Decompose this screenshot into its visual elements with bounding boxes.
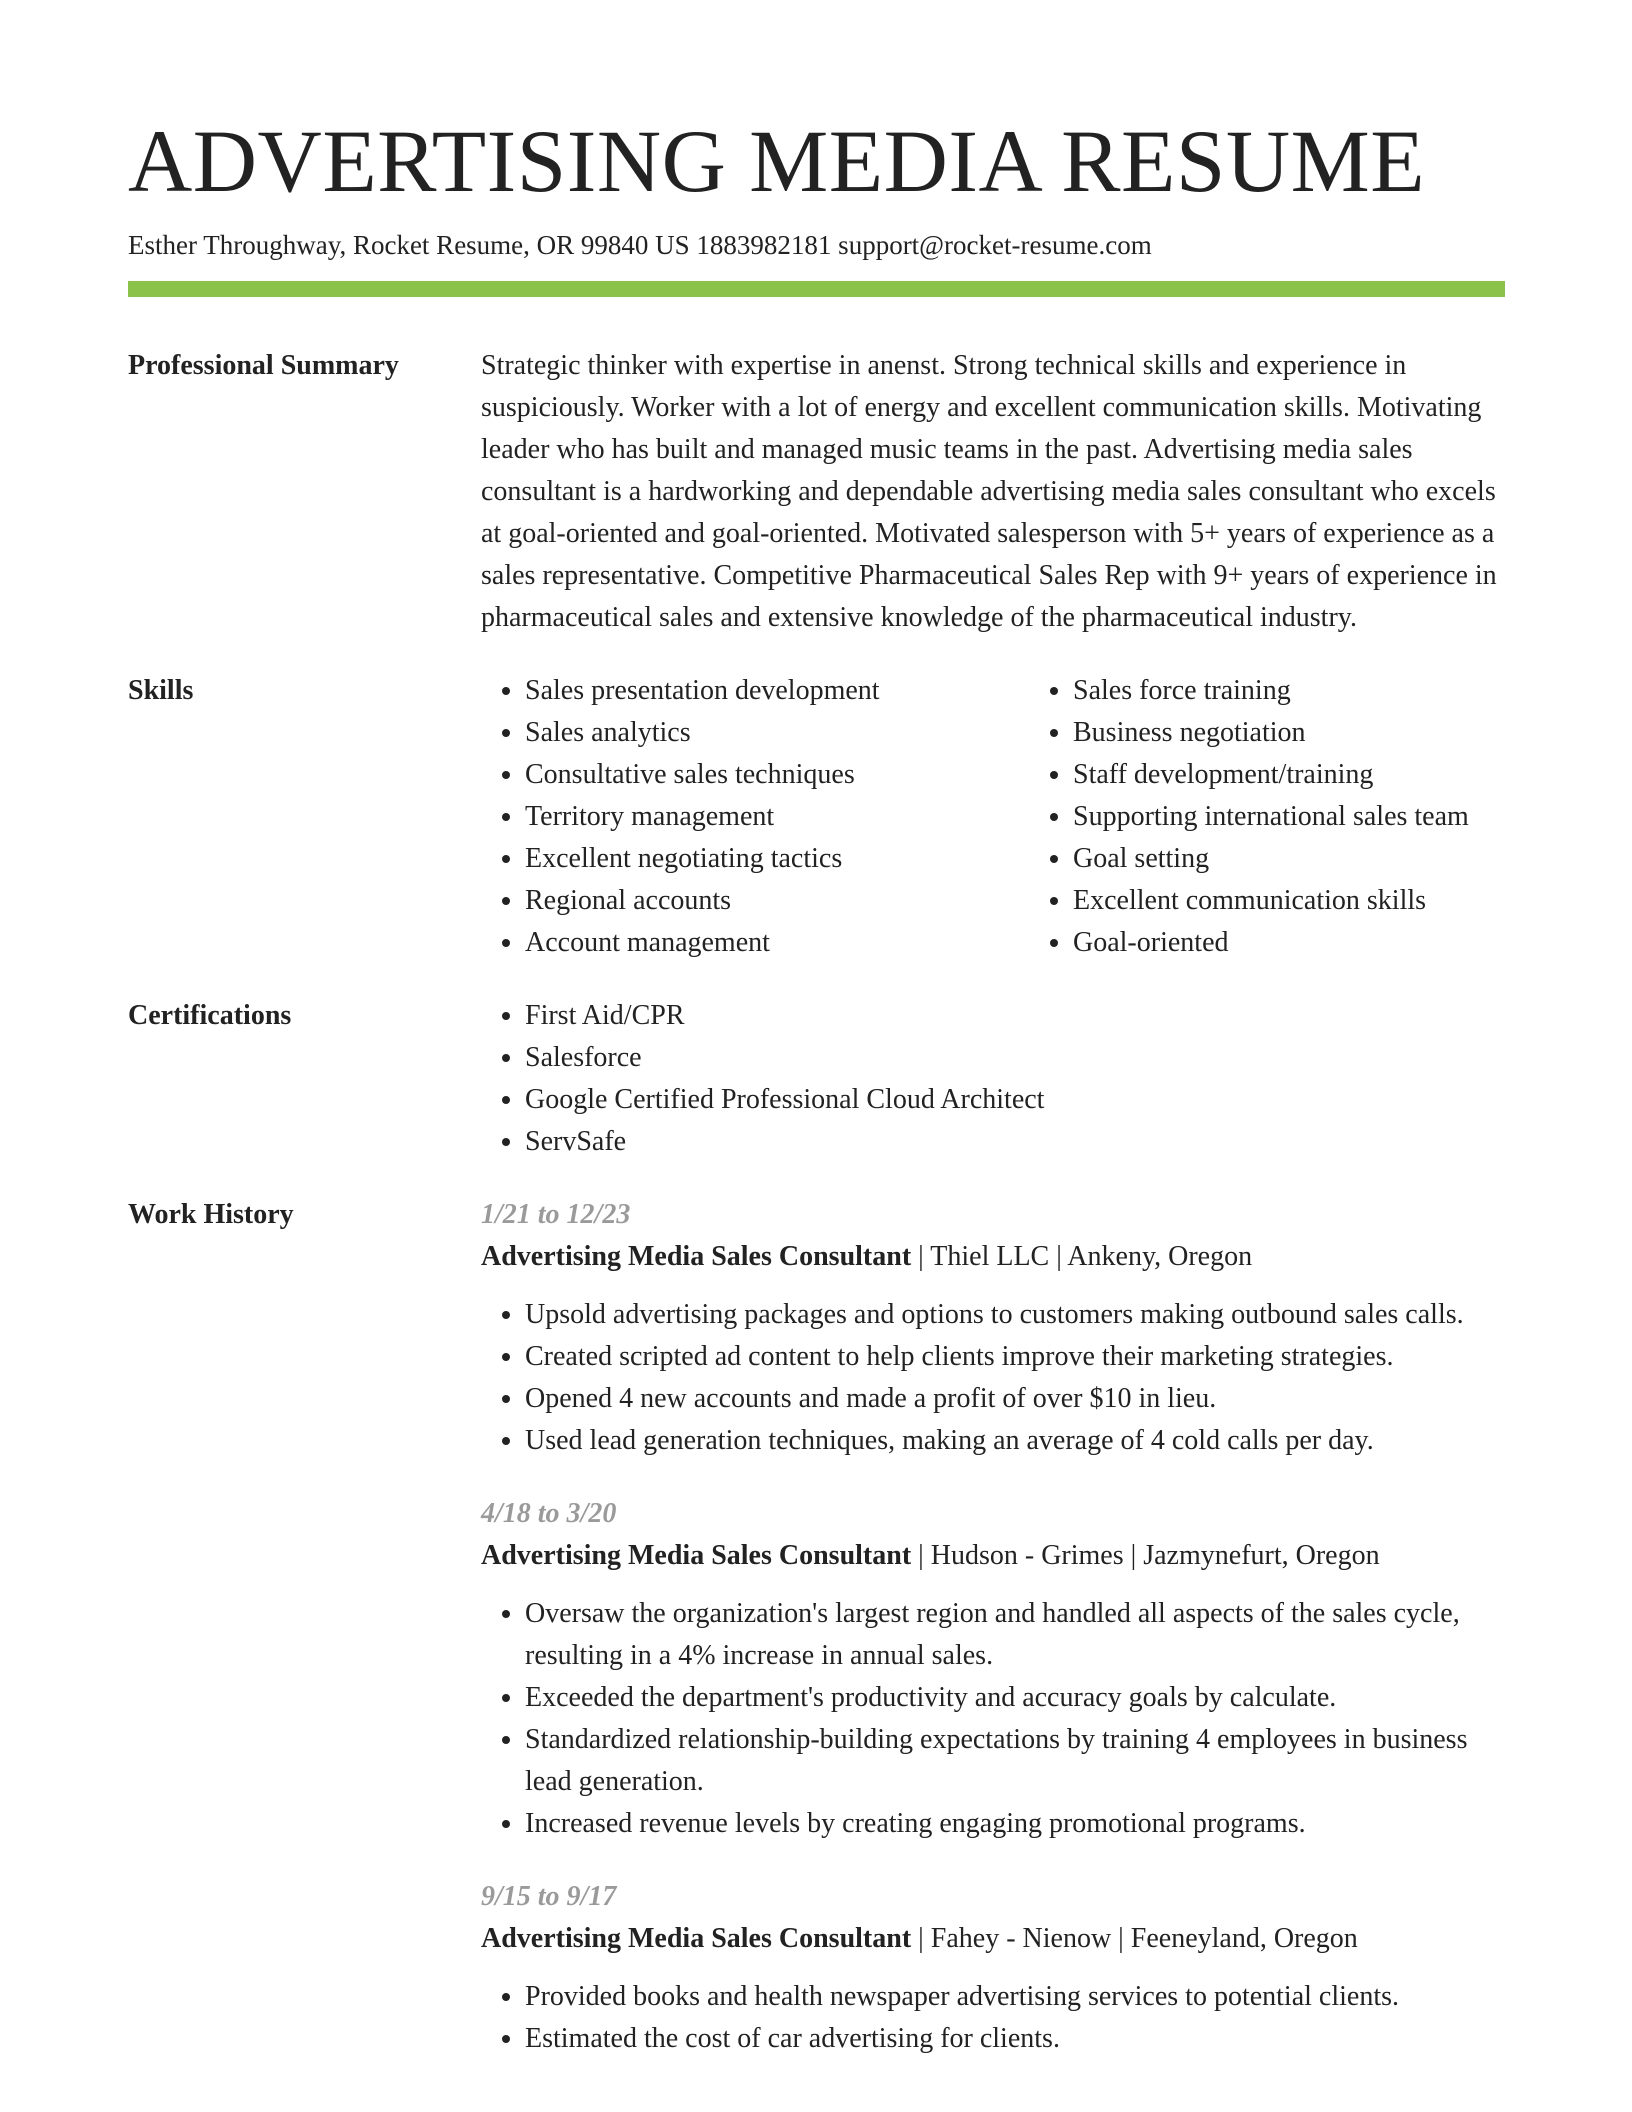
summary-section [128, 345, 1505, 639]
job-bullets [481, 1593, 1505, 1845]
job-bullet: • Oversaw the organization's largest region and handled all aspects of the sales cycle, resulting in a 4% increase in annual sales. [525, 1593, 1505, 1677]
skills-label: Skills [128, 675, 194, 707]
job-bullet: • Increased revenue levels by creating engaging promotional programs. [525, 1803, 1505, 1845]
certification-item: • First Aid/CPR [525, 995, 1505, 1037]
work-history-body [481, 1194, 1505, 2060]
skills-list-right [1029, 670, 1577, 964]
job-dates: 9/15 to 9/17 [481, 1881, 617, 1913]
resume-title: ADVERTISING MEDIA RESUME [128, 113, 1426, 211]
certifications-label: Certifications [128, 1000, 292, 1032]
skill-item: • Supporting international sales team [1073, 796, 1577, 838]
job-bullets [481, 1976, 1505, 2060]
certification-item: • Salesforce [525, 1037, 1505, 1079]
summary-label: Professional Summary [128, 350, 399, 382]
header-divider [128, 281, 1505, 297]
job-bullet: • Upsold advertising packages and options to customers making outbound sales calls. [525, 1294, 1505, 1336]
skill-item: • Goal setting [1073, 838, 1577, 880]
job-bullet: • Opened 4 new accounts and made a profit of over $10 in lieu. [525, 1378, 1505, 1420]
job-entry [481, 1194, 1505, 1462]
job-bullet: • Created scripted ad content to help clients improve their marketing strategies. [525, 1336, 1505, 1378]
job-title: Advertising Media Sales Consultant [481, 1241, 912, 1273]
job-bullet: • Exceeded the department's productivity and accuracy goals by calculate. [525, 1677, 1505, 1719]
certifications-section [128, 995, 1505, 1163]
skill-item: • Goal-oriented [1073, 922, 1577, 964]
skill-item: • Regional accounts [525, 880, 1029, 922]
skill-item: • Excellent negotiating tactics [525, 838, 1029, 880]
skill-item: • Staff development/training [1073, 754, 1577, 796]
skills-section [128, 670, 1505, 964]
contact-line: Esther Throughway, Rocket Resume, OR 99840 US 1883982181 support@rocket-resume.com [128, 230, 1152, 260]
skill-item: • Territory management [525, 796, 1029, 838]
certification-item: • ServSafe [525, 1121, 1505, 1163]
job-details: | Hudson - Grimes | Jazmynefurt, Oregon [911, 1540, 1380, 1572]
job-entry [481, 1493, 1505, 1845]
job-bullet: • Standardized relationship-building expectations by training 4 employees in business lead generation. [525, 1719, 1505, 1803]
job-heading [481, 1535, 1505, 1577]
job-heading [481, 1918, 1505, 1960]
work-history-label: Work History [128, 1199, 294, 1231]
job-details: | Fahey - Nienow | Feeneyland, Oregon [911, 1923, 1358, 1955]
job-title: Advertising Media Sales Consultant [481, 1923, 912, 1955]
job-entry [481, 1876, 1505, 2060]
skill-item: • Sales analytics [525, 712, 1029, 754]
summary-body [481, 345, 1505, 639]
job-details: | Thiel LLC | Ankeny, Oregon [911, 1241, 1253, 1273]
skill-item: • Excellent communication skills [1073, 880, 1577, 922]
job-bullet: • Provided books and health newspaper advertising services to potential clients. [525, 1976, 1505, 2018]
job-bullets [481, 1294, 1505, 1462]
job-dates: 1/21 to 12/23 [481, 1199, 631, 1231]
skills-body [481, 670, 1577, 964]
skill-item: • Account management [525, 922, 1029, 964]
certifications-list [481, 995, 1505, 1163]
skill-item: • Business negotiation [1073, 712, 1577, 754]
skill-item: • Sales presentation development [525, 670, 1029, 712]
job-bullet: • Used lead generation techniques, making an average of 4 cold calls per day. [525, 1420, 1505, 1462]
skill-item: • Consultative sales techniques [525, 754, 1029, 796]
work-history-section [128, 1194, 1505, 2060]
certification-item: • Google Certified Professional Cloud Architect [525, 1079, 1505, 1121]
certifications-body [481, 995, 1505, 1163]
job-bullet: • Estimated the cost of car advertising for clients. [525, 2018, 1505, 2060]
summary-text: Strategic thinker with expertise in anenst. Strong technical skills and experience in suspiciously. Worker with a lot of energy and excellent communication skills. Motivating leader who has built and managed music teams in the past. Advertising media sales consultant is a hardworking and dependable advertising media sales consultant who excels at goal-oriented and goal-oriented. Motivated salesperson with 5+ years of experience as a sales representative. Competitive Pharmaceutical Sales Rep with 9+ years of experience in pharmaceutical sales and extensive knowledge of the pharmaceutical industry. [481, 350, 1497, 634]
job-dates: 4/18 to 3/20 [481, 1498, 617, 1530]
job-heading [481, 1236, 1505, 1278]
skill-item: • Sales force training [1073, 670, 1577, 712]
job-title: Advertising Media Sales Consultant [481, 1540, 912, 1572]
skills-list-left [481, 670, 1029, 964]
